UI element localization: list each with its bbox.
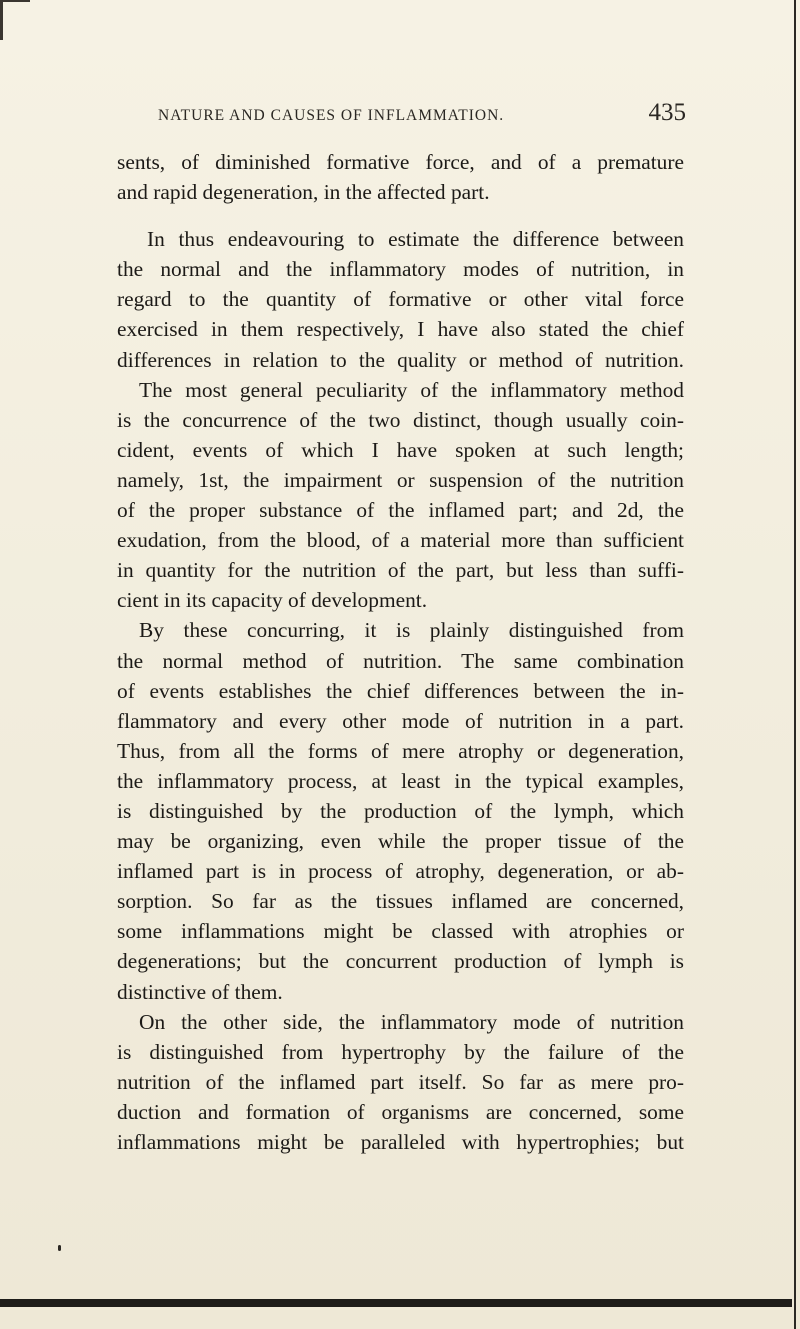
text-line: inflamed part is in process of atrophy, degeneration, or ab-: [117, 859, 684, 884]
text-line: In thus endeavouring to estimate the difference between: [147, 227, 684, 252]
text-line: exercised in them respectively, I have also stated the chief: [117, 317, 684, 342]
scan-speck: [58, 1245, 61, 1251]
page-header: [158, 99, 686, 139]
scan-right-edge: [794, 0, 796, 1329]
text-line: Thus, from all the forms of mere atrophy or degeneration,: [117, 738, 684, 763]
text-line: the inflammatory process, at least in the typical examples,: [117, 768, 684, 793]
text-line: sents, of diminished formative force, and of a premature: [117, 150, 684, 174]
text-line: is distinguished from hypertrophy by the failure of the: [117, 1039, 684, 1064]
text-line: cient in its capacity of development.: [117, 588, 428, 613]
text-line: By these concurring, it is plainly distinguished from: [139, 618, 684, 643]
text-line: flammatory and every other mode of nutrition in a part.: [117, 708, 684, 733]
text-line: On the other side, the inflammatory mode of nutrition: [139, 1009, 684, 1034]
running-head: NATURE AND CAUSES OF INFLAMMATION.: [158, 107, 505, 124]
text-line: duction and formation of organisms are concerned, some: [117, 1099, 684, 1124]
text-line: distinctive of them.: [117, 979, 283, 1004]
text-line: of the proper substance of the inflamed part; and 2d, the: [117, 498, 684, 523]
text-line: inflammations might be paralleled with hypertrophies; but: [117, 1130, 684, 1154]
text-line: is the concurrence of the two distinct, though usually coin-: [117, 407, 684, 432]
text-line: regard to the quantity of formative or other vital force: [117, 287, 684, 312]
text-line: nutrition of the inflamed part itself. So far as mere pro-: [117, 1069, 684, 1094]
text-line: the normal method of nutrition. The same combination: [117, 648, 684, 673]
text-line: The most general peculiarity of the inflammatory method: [139, 377, 684, 402]
body-text: [117, 147, 684, 1157]
text-line: differences in relation to the quality or method of nutrition.: [117, 347, 684, 372]
text-line: degenerations; but the concurrent production of lymph is: [117, 949, 684, 974]
text-line: namely, 1st, the impairment or suspension of the nutrition: [117, 467, 684, 492]
text-line: some inflammations might be classed with atrophies or: [117, 919, 684, 944]
scan-corner-mark: [0, 0, 30, 40]
text-line: is distinguished by the production of the lymph, which: [117, 798, 684, 823]
text-line: may be organizing, even while the proper tissue of the: [117, 829, 684, 854]
text-line: the normal and the inflammatory modes of nutrition, in: [117, 257, 684, 282]
page-number: 435: [648, 99, 686, 126]
text-line: in quantity for the nutrition of the part, but less than suffi-: [117, 558, 684, 583]
text-line: exudation, from the blood, of a material more than sufficient: [117, 528, 684, 553]
scan-bottom-edge: [0, 1299, 792, 1307]
text-line: sorption. So far as the tissues inflamed are concerned,: [117, 889, 684, 914]
text-line: and rapid degeneration, in the affected part.: [117, 180, 490, 205]
text-line: cident, events of which I have spoken at such length;: [117, 437, 684, 462]
text-line: of events establishes the chief differences between the in-: [117, 678, 684, 703]
